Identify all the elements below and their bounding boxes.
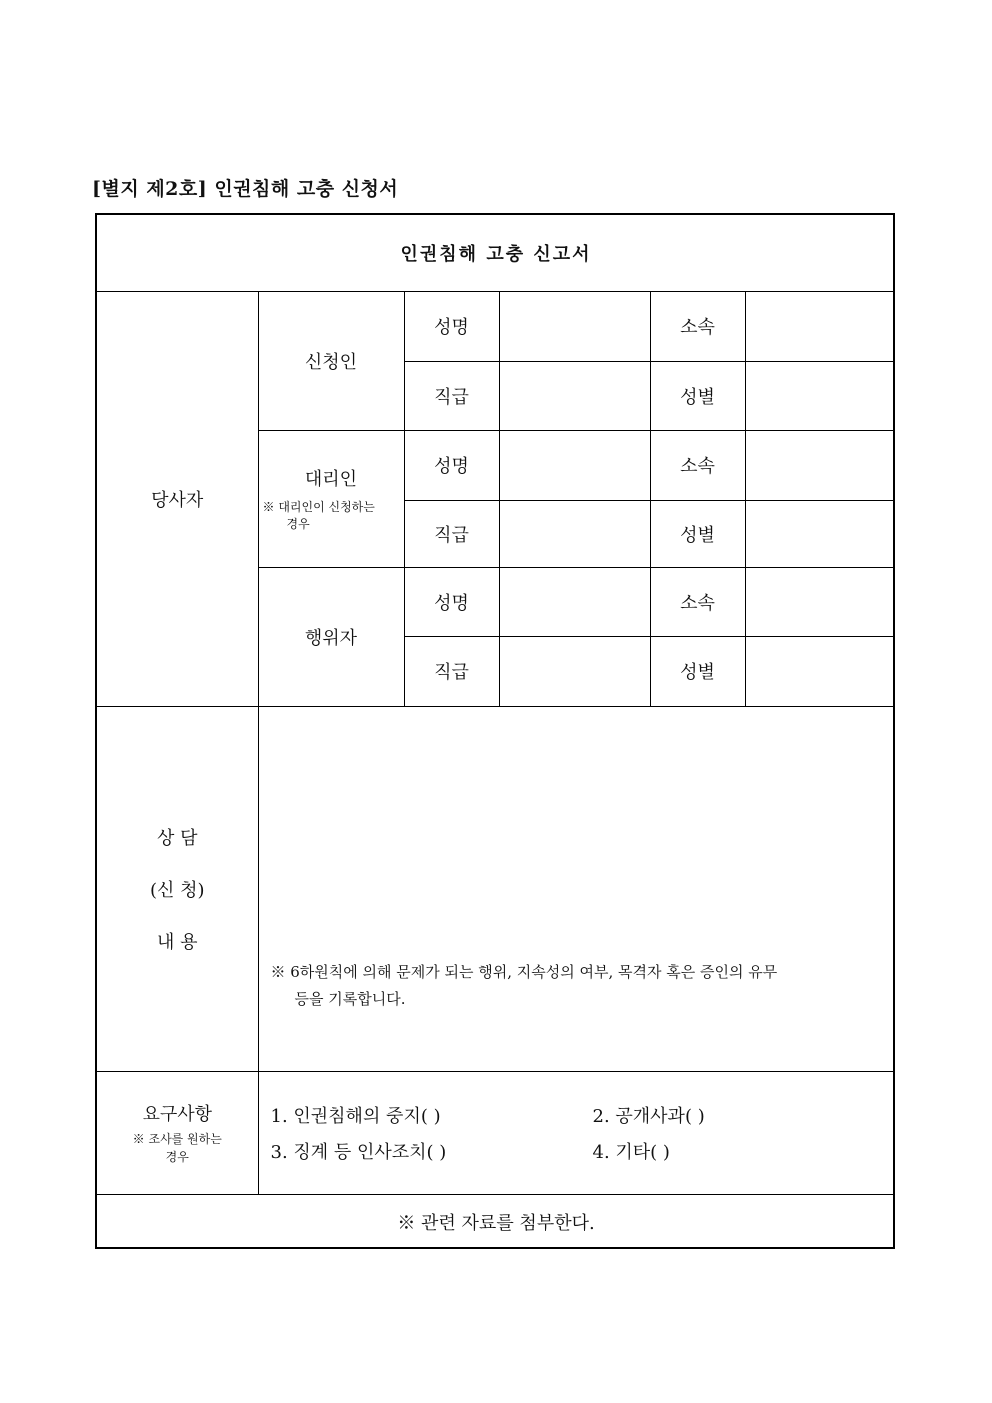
applicant-name-label: 성명 bbox=[404, 291, 499, 361]
applicant-affiliation-field[interactable] bbox=[745, 291, 895, 361]
offender-name-field[interactable] bbox=[499, 567, 650, 636]
agent-gender-label: 성별 bbox=[650, 500, 745, 567]
content-note bbox=[271, 959, 892, 1013]
applicant-affiliation-label: 소속 bbox=[650, 291, 745, 361]
content-label-1: 상 담 bbox=[157, 827, 198, 849]
offender-label: 행위자 bbox=[258, 567, 404, 706]
demand-option-other[interactable]: 4. 기타( ) bbox=[592, 1141, 670, 1163]
agent-affiliation-field[interactable] bbox=[745, 430, 895, 500]
applicant-gender-field[interactable] bbox=[745, 361, 895, 430]
demands-label: 요구사항 bbox=[142, 1103, 213, 1125]
agent-rank-label: 직급 bbox=[404, 500, 499, 567]
agent-cell bbox=[258, 430, 404, 567]
demands-note: ※ 조사를 원하는 bbox=[132, 1131, 222, 1146]
demands-options-cell bbox=[258, 1071, 895, 1194]
offender-gender-label: 성별 bbox=[650, 636, 745, 706]
form-table bbox=[97, 215, 895, 1250]
demands-note-cont: 경우 bbox=[165, 1149, 189, 1164]
agent-note bbox=[259, 499, 404, 533]
content-label-3: 내 용 bbox=[157, 931, 198, 953]
applicant-name-field[interactable] bbox=[499, 291, 650, 361]
applicant-label: 신청인 bbox=[258, 291, 404, 430]
demands-label-cell bbox=[97, 1071, 258, 1194]
parties-label: 당사자 bbox=[97, 291, 258, 706]
content-note-line2: 등을 기록합니다. bbox=[294, 989, 406, 1008]
demand-option-discipline[interactable]: 3. 징계 등 인사조치( ) bbox=[270, 1141, 447, 1163]
agent-name-field[interactable] bbox=[499, 430, 650, 500]
document-header: [별지 제2호] 인권침해 고충 신청서 bbox=[92, 178, 399, 200]
offender-rank-label: 직급 bbox=[404, 636, 499, 706]
content-field[interactable] bbox=[258, 706, 895, 1071]
demand-option-apology[interactable]: 2. 공개사과( ) bbox=[592, 1105, 705, 1127]
offender-rank-field[interactable] bbox=[499, 636, 650, 706]
offender-name-label: 성명 bbox=[404, 567, 499, 636]
form-title: 인권침해 고충 신고서 bbox=[97, 215, 895, 291]
content-note-line1: ※ 6하원칙에 의해 문제가 되는 행위, 지속성의 여부, 목격자 혹은 증인의 유무 bbox=[270, 962, 778, 981]
content-label-cell bbox=[97, 706, 258, 1071]
applicant-gender-label: 성별 bbox=[650, 361, 745, 430]
offender-affiliation-field[interactable] bbox=[745, 567, 895, 636]
demand-option-stop[interactable]: 1. 인권침해의 중지( ) bbox=[270, 1105, 441, 1127]
agent-note-line1: ※ 대리인이 신청하는 bbox=[262, 499, 375, 514]
offender-affiliation-label: 소속 bbox=[650, 567, 745, 636]
applicant-rank-field[interactable] bbox=[499, 361, 650, 430]
attachment-note: ※ 관련 자료를 첨부한다. bbox=[97, 1194, 895, 1250]
agent-label: 대리인 bbox=[304, 468, 358, 490]
agent-note-line2: 경우 bbox=[286, 516, 310, 531]
content-label-2: (신 청) bbox=[149, 879, 205, 901]
applicant-rank-label: 직급 bbox=[404, 361, 499, 430]
agent-affiliation-label: 소속 bbox=[650, 430, 745, 500]
agent-gender-field[interactable] bbox=[745, 500, 895, 567]
complaint-form bbox=[95, 213, 895, 1249]
agent-name-label: 성명 bbox=[404, 430, 499, 500]
offender-gender-field[interactable] bbox=[745, 636, 895, 706]
agent-rank-field[interactable] bbox=[499, 500, 650, 567]
